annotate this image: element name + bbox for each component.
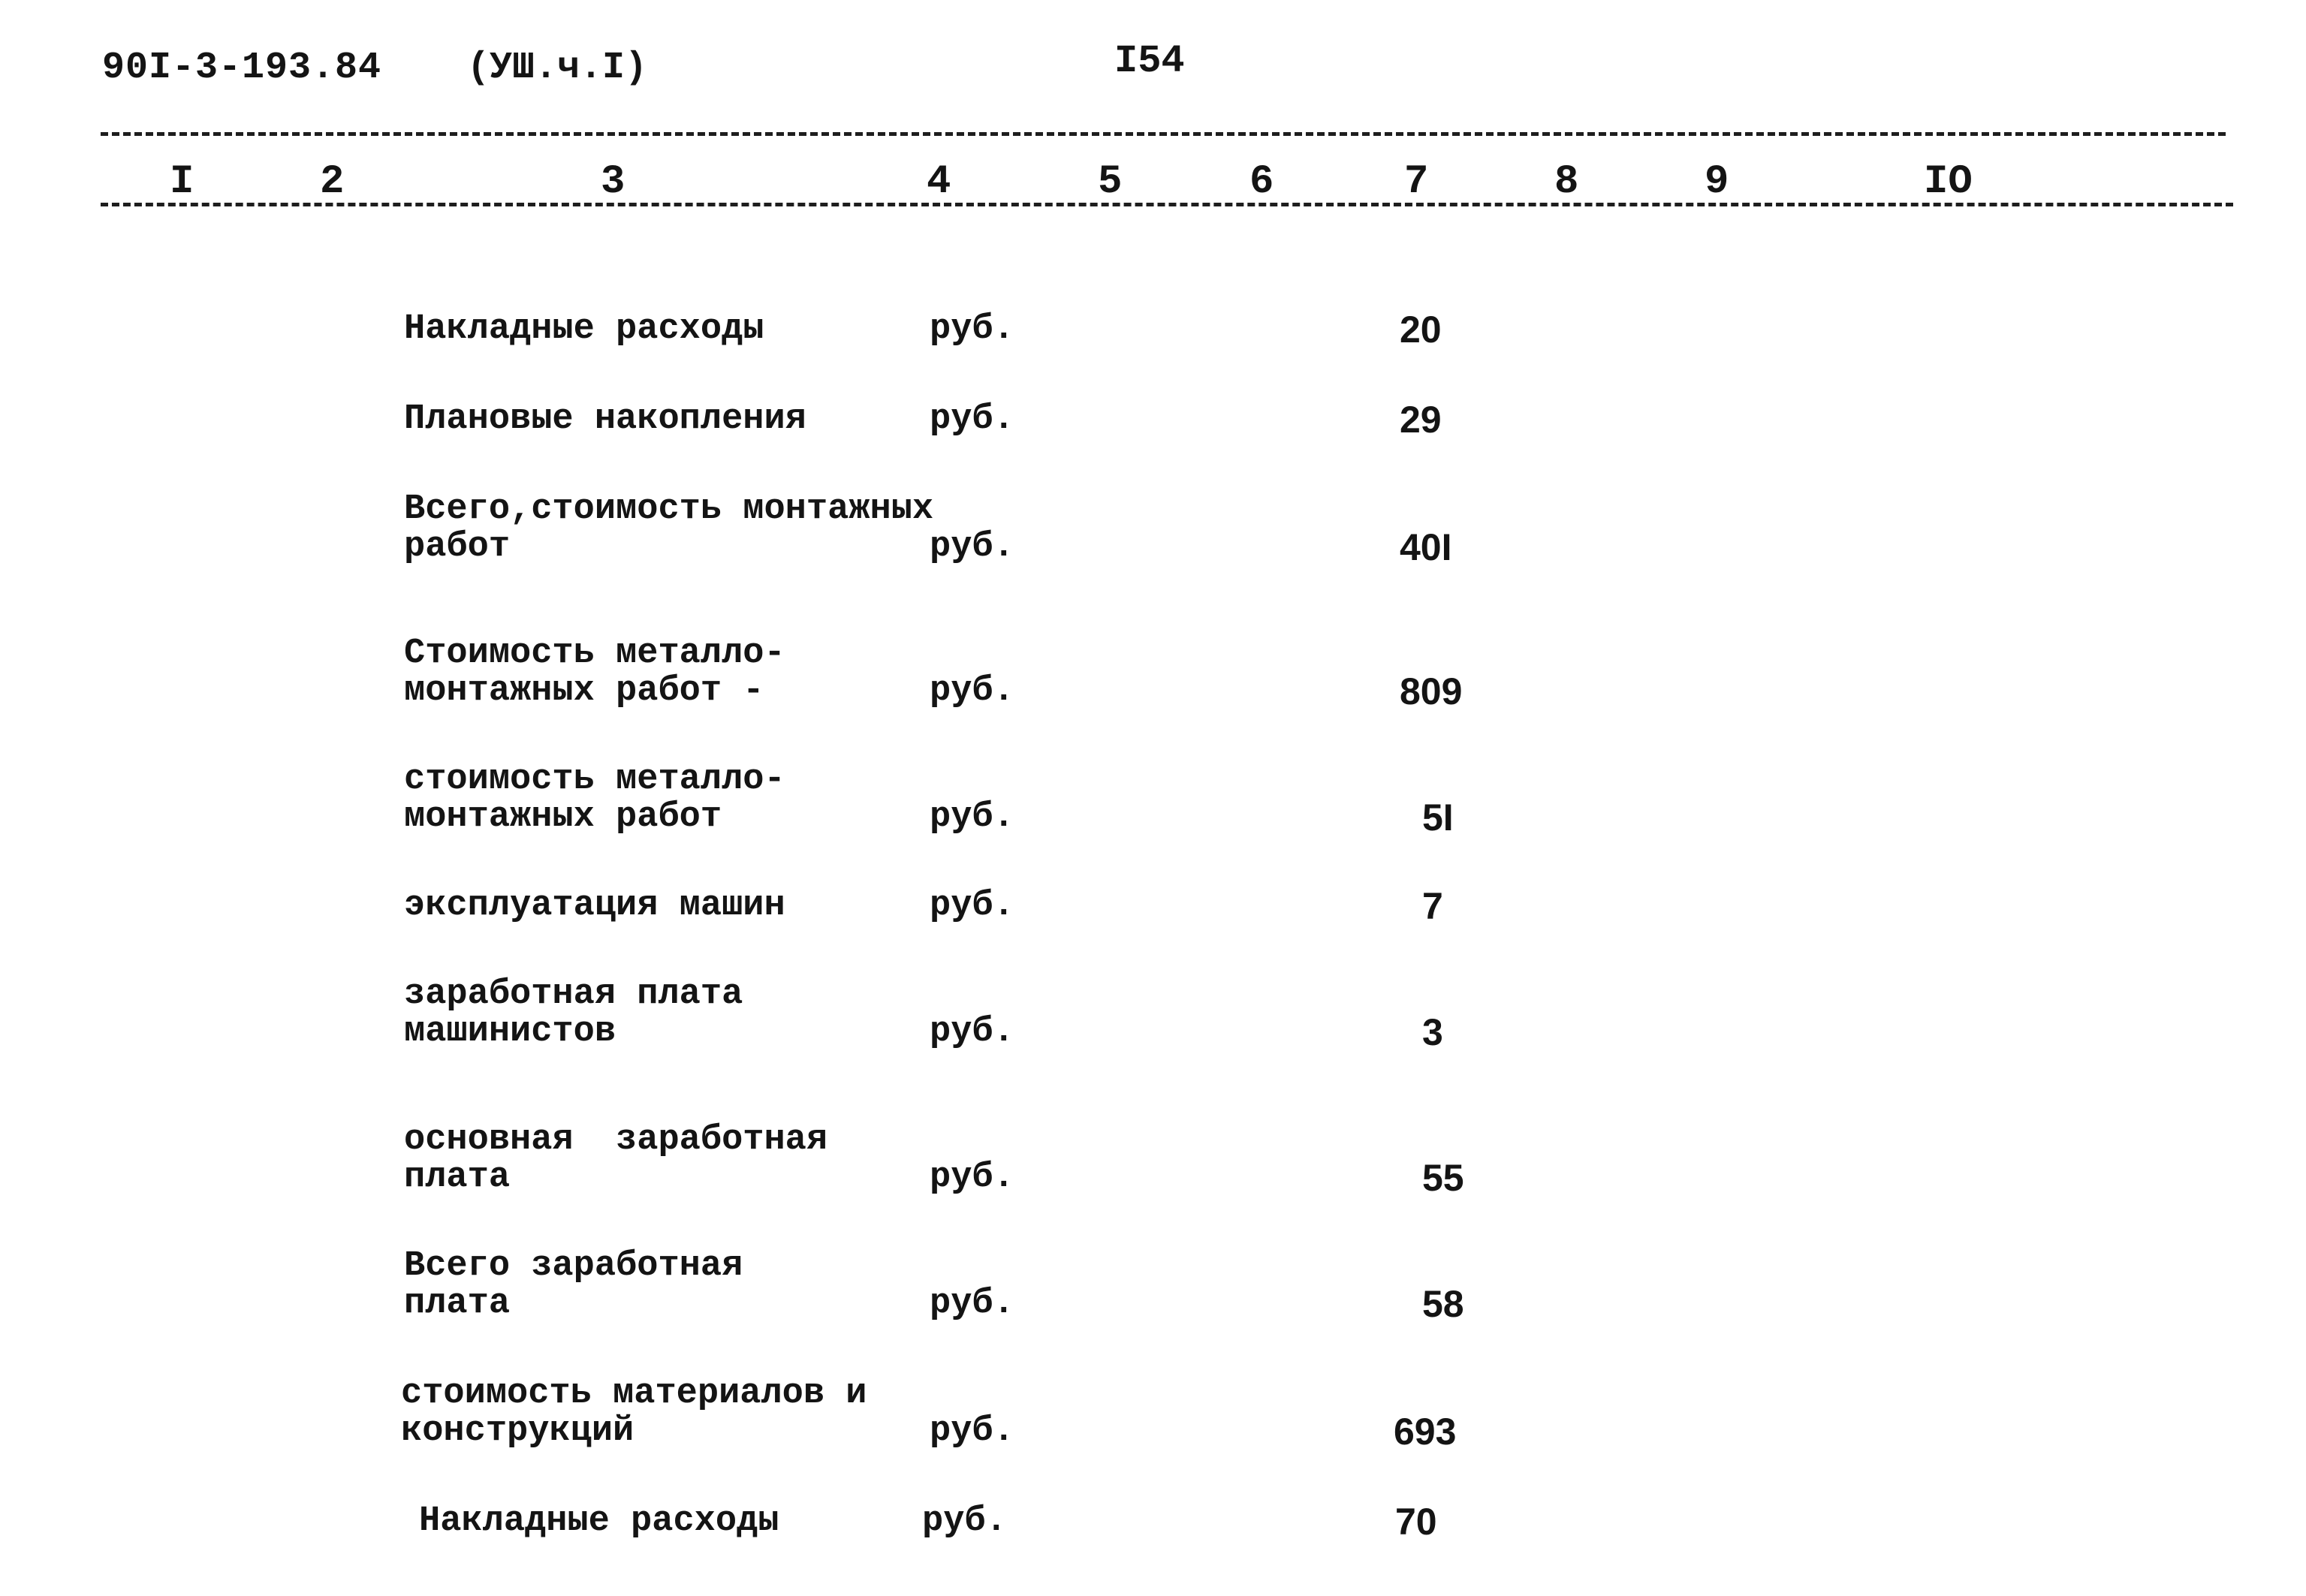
row-label: Плановые накопления	[404, 399, 806, 439]
row-label: Всего,стоимость монтажных работ	[404, 489, 934, 567]
row-value: 693	[1394, 1411, 1457, 1453]
column-number: 6	[1249, 159, 1274, 205]
column-number: 9	[1705, 159, 1729, 205]
column-number: I	[170, 159, 194, 205]
row-label: Всего заработная плата	[404, 1246, 743, 1323]
row-value: 70	[1395, 1501, 1437, 1543]
column-number: 4	[927, 159, 951, 205]
row-unit: руб.	[930, 1012, 1014, 1052]
row-unit: руб.	[930, 527, 1014, 567]
row-unit: руб.	[930, 671, 1014, 711]
row-value: 29	[1400, 399, 1442, 441]
row-unit: руб.	[930, 797, 1014, 837]
row-value: 40I	[1400, 526, 1452, 568]
column-header-divider	[101, 203, 2233, 206]
row-label: заработная плата машинистов	[404, 974, 743, 1052]
column-number: 7	[1404, 159, 1429, 205]
column-number: 8	[1554, 159, 1579, 205]
row-label: Стоимость металло- монтажных работ -	[404, 634, 785, 711]
row-unit: руб.	[922, 1501, 1007, 1541]
row-label: эксплуатация машин	[404, 886, 785, 926]
row-value: 20	[1400, 309, 1442, 351]
row-value: 58	[1422, 1283, 1464, 1325]
row-label: стоимость металло- монтажных работ	[404, 760, 785, 837]
row-value: 55	[1422, 1157, 1464, 1199]
column-number: 3	[601, 159, 625, 205]
document-section: (УШ.ч.I)	[467, 47, 648, 89]
document-code: 90I-3-193.84	[102, 47, 382, 89]
row-value: 7	[1422, 885, 1443, 927]
column-number: IO	[1924, 159, 1973, 205]
row-label: основная заработная плата	[404, 1120, 828, 1197]
row-unit: руб.	[930, 309, 1014, 349]
column-number: 2	[320, 159, 345, 205]
page-number: I54	[1114, 39, 1185, 83]
row-unit: руб.	[930, 399, 1014, 439]
row-value: 3	[1422, 1011, 1443, 1053]
row-unit: руб.	[930, 1411, 1014, 1451]
row-value: 809	[1400, 670, 1463, 712]
row-unit: руб.	[930, 1284, 1014, 1323]
row-value: 5I	[1422, 796, 1454, 839]
row-label: Накладные расходы	[404, 309, 764, 349]
row-label: стоимость материалов и конструкций	[401, 1374, 867, 1451]
row-label: Накладные расходы	[419, 1501, 779, 1541]
row-unit: руб.	[930, 1158, 1014, 1197]
row-unit: руб.	[930, 886, 1014, 926]
header-divider	[101, 132, 2226, 136]
column-number: 5	[1098, 159, 1123, 205]
